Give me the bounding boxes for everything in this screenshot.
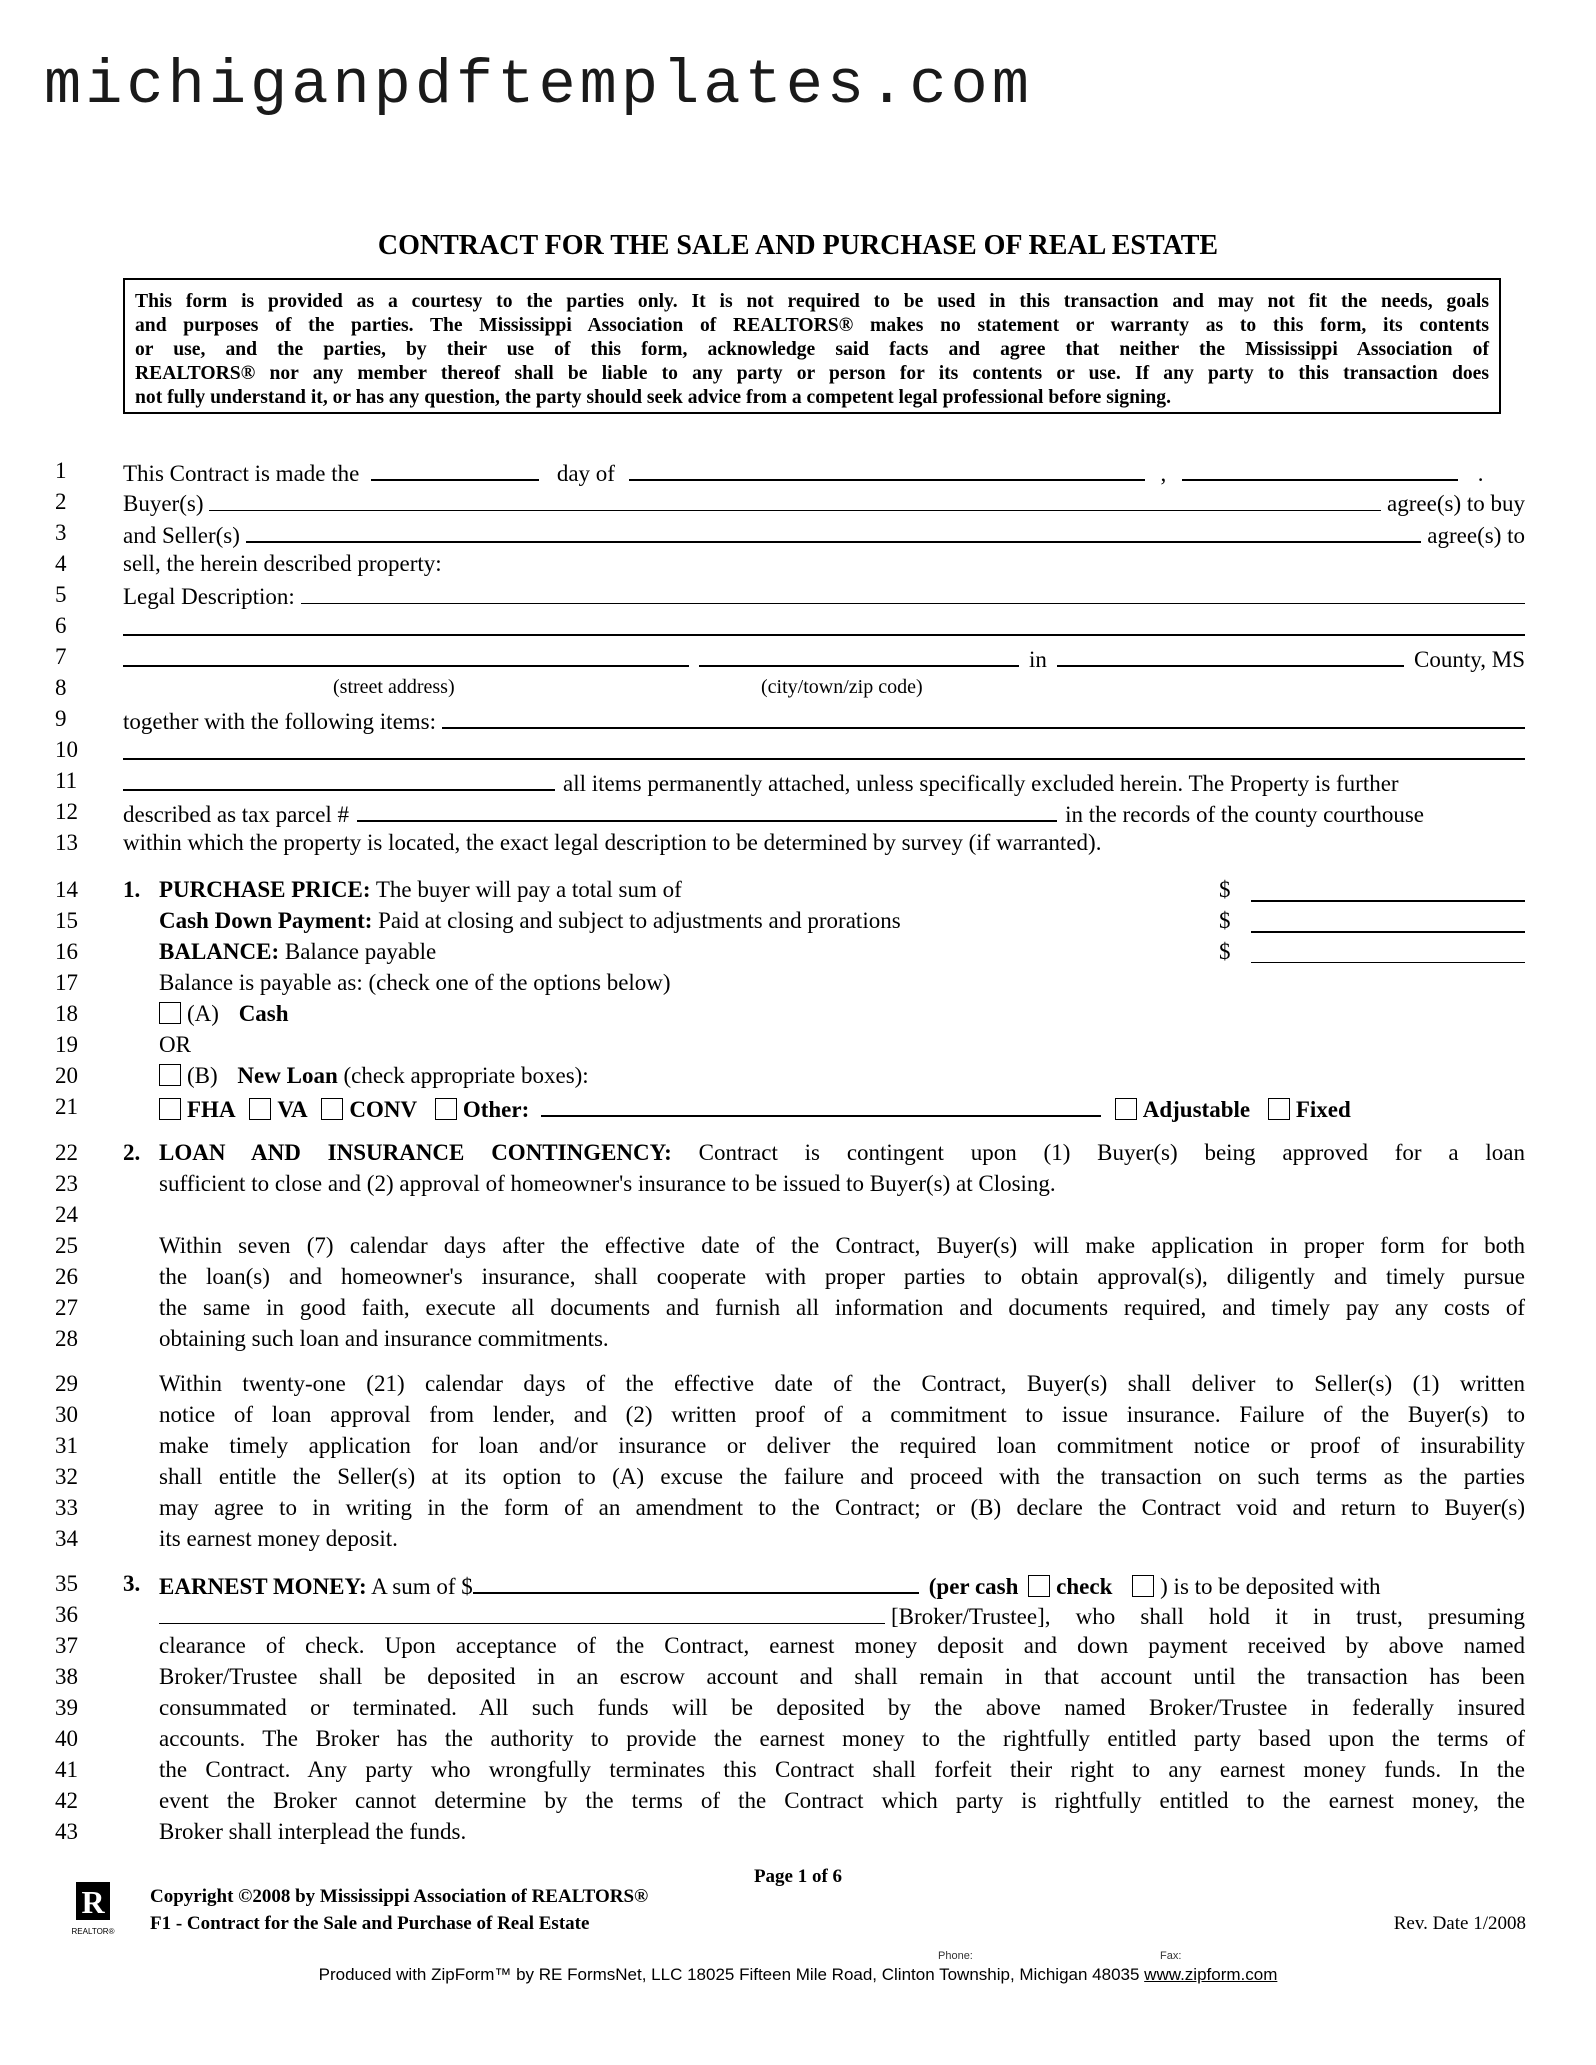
disclaimer-line: This form is provided as a courtesy to the parties only. It is not required to be used in this transaction and may not fit the needs, goals — [135, 291, 1489, 312]
section-text: Within seven (7) calendar days after the effective date of the Contract, Buyer(s) will make application in proper form for both — [159, 1233, 1525, 1258]
form-line-21 — [55, 1091, 1525, 1122]
section-text: the same in good faith, execute all documents and furnish all information and documents required, and timely pay any costs of — [159, 1295, 1525, 1320]
form-line-11 — [55, 765, 1525, 796]
agree-to-buy-label: agree(s) to buy — [1387, 491, 1525, 516]
line-number: 11 — [55, 768, 78, 793]
broker-trustee-field[interactable] — [159, 1599, 885, 1624]
form-line-42 — [55, 1785, 1525, 1816]
month-field[interactable] — [629, 455, 1145, 481]
line-number: 12 — [55, 799, 78, 824]
form-line-30 — [55, 1399, 1525, 1430]
logo-letter: R — [81, 1884, 105, 1920]
line-number: 39 — [55, 1695, 78, 1720]
form-line-17 — [55, 967, 1525, 998]
page-number: Page 1 of 6 — [753, 1866, 843, 1887]
period: . — [1477, 461, 1484, 486]
line-number: 25 — [55, 1233, 78, 1258]
form-line-33 — [55, 1492, 1525, 1523]
line-number: 36 — [55, 1602, 78, 1627]
balance-field[interactable] — [1251, 938, 1525, 963]
phone-label: Phone: — [938, 1950, 973, 1962]
option-b-label: (B) — [187, 1063, 218, 1088]
city-zip-caption: (city/town/zip code) — [761, 676, 923, 698]
sell-text: sell, the herein described property: — [123, 551, 442, 576]
form-line-31 — [55, 1430, 1525, 1461]
realtor-logo — [72, 1882, 128, 1942]
line-number: 27 — [55, 1295, 78, 1320]
other-checkbox[interactable] — [435, 1098, 457, 1120]
fha-label: FHA — [187, 1097, 236, 1122]
adjustable-checkbox[interactable] — [1115, 1098, 1137, 1120]
items-field-3[interactable] — [123, 765, 555, 791]
buyer-label: Buyer(s) — [123, 491, 204, 516]
line-number: 40 — [55, 1726, 78, 1751]
form-line-9 — [55, 703, 1525, 734]
line-number: 10 — [55, 737, 78, 762]
zipform-link[interactable]: www.zipform.com — [1144, 1965, 1278, 1984]
year-field[interactable] — [1182, 455, 1458, 481]
fax-label: Fax: — [1160, 1950, 1182, 1962]
cash-option-label: Cash — [238, 1001, 289, 1026]
form-line-37 — [55, 1630, 1525, 1661]
form-line-18 — [55, 998, 1525, 1029]
day-of-label: day of — [556, 461, 615, 486]
conv-checkbox[interactable] — [321, 1098, 343, 1120]
form-line-22 — [55, 1137, 1525, 1168]
dollar-sign: $ — [1219, 939, 1231, 964]
line-number: 33 — [55, 1495, 78, 1520]
line-number: 18 — [55, 1001, 78, 1026]
balance-text: Balance payable — [284, 939, 437, 964]
line-number: 22 — [55, 1140, 78, 1165]
form-line-7 — [55, 641, 1525, 672]
form-line-16 — [55, 936, 1525, 967]
produced-with — [0, 1965, 1596, 1985]
cash-down-field[interactable] — [1251, 907, 1525, 933]
form-line-10 — [55, 734, 1525, 765]
document-title: CONTRACT FOR THE SALE AND PURCHASE OF REAL ESTATE — [377, 230, 1219, 261]
option-a-label: (A) — [187, 1001, 219, 1026]
form-line-24 — [55, 1199, 1525, 1230]
form-line-25 — [55, 1230, 1525, 1261]
site-banner: michiganpdftemplates.com — [44, 50, 1033, 121]
cash-checkbox[interactable] — [159, 1002, 181, 1024]
form-line-3 — [55, 517, 1525, 548]
section-text: notice of loan approval from lender, and (2) written proof of a commitment to issue insurance. Failure of the Buyer(s) to — [159, 1402, 1525, 1427]
form-line-14 — [55, 874, 1525, 905]
street-address-caption: (street address) — [333, 676, 455, 698]
new-loan-checkbox[interactable] — [159, 1064, 181, 1086]
section-text: [Broker/Trustee], who shall hold it in trust, presuming — [891, 1604, 1525, 1629]
line-number: 43 — [55, 1819, 78, 1844]
section-text: the Contract. Any party who wrongfully terminates this Contract shall forfeit their right to any earnest money funds. In the — [159, 1757, 1525, 1782]
line-number: 42 — [55, 1788, 78, 1813]
section-text: Broker shall interplead the funds. — [159, 1819, 467, 1844]
items-field-2[interactable] — [123, 734, 1525, 760]
line-number: 4 — [55, 551, 67, 576]
county-ms-label: County, MS — [1414, 647, 1525, 672]
other-loan-field[interactable] — [541, 1091, 1101, 1117]
fixed-checkbox[interactable] — [1268, 1098, 1290, 1120]
sum-label: A sum of $ — [371, 1574, 473, 1599]
check-deposit-checkbox[interactable] — [1132, 1575, 1154, 1597]
line-number: 28 — [55, 1326, 78, 1351]
purchase-price-label: PURCHASE PRICE: — [159, 877, 371, 902]
form-line-19 — [55, 1029, 1525, 1060]
balance-label: BALANCE: — [159, 939, 280, 964]
in-label: in — [1029, 647, 1047, 672]
line-number: 37 — [55, 1633, 78, 1658]
seller-label: and Seller(s) — [123, 523, 240, 548]
section-text: Within twenty-one (21) calendar days of the effective date of the Contract, Buyer(s) shall deliver to Seller(s) (1) written — [159, 1371, 1525, 1396]
earnest-amount-field[interactable] — [473, 1568, 919, 1594]
section-text: shall entitle the Seller(s) at its option to (A) excuse the failure and proceed with the transaction on such terms as the parties — [159, 1464, 1525, 1489]
form-line-36 — [55, 1599, 1525, 1630]
line-number: 32 — [55, 1464, 78, 1489]
cash-deposit-checkbox[interactable] — [1028, 1575, 1050, 1597]
cash-down-text: Paid at closing and subject to adjustments and prorations — [378, 908, 901, 933]
form-line-27 — [55, 1292, 1525, 1323]
or-label: OR — [159, 1032, 191, 1057]
adjustable-label: Adjustable — [1142, 1097, 1251, 1122]
section-text: accounts. The Broker has the authority to provide the earnest money to the rightfully entitled party based upon the terms of — [159, 1726, 1525, 1751]
buyer-name-field[interactable] — [209, 486, 1381, 511]
form-line-26 — [55, 1261, 1525, 1292]
line-number: 5 — [55, 582, 67, 607]
copyright: Copyright ©2008 by Mississippi Association of REALTORS® — [150, 1886, 649, 1907]
items-field[interactable] — [442, 703, 1525, 729]
disclaimer-line: not fully understand it, or has any question, the party should seek advice from a competent legal professional before signing. — [135, 387, 1171, 408]
line-number: 19 — [55, 1032, 78, 1057]
disclaimer-line: REALTORS® nor any member thereof shall be liable to any party or person for its contents or use. If any party to this transaction does — [135, 363, 1489, 384]
records-text: in the records of the county courthouse — [1065, 802, 1425, 827]
line-number: 3 — [55, 520, 67, 545]
line-number: 2 — [55, 489, 67, 514]
section-text: sufficient to close and (2) approval of homeowner's insurance to be issued to Buyer(s) at Closing. — [159, 1171, 1056, 1196]
purchase-price-text: The buyer will pay a total sum of — [375, 877, 682, 902]
street-address-field[interactable] — [123, 641, 689, 667]
county-field[interactable] — [1057, 641, 1404, 667]
new-loan-text: (check appropriate boxes): — [343, 1063, 589, 1088]
line-number: 21 — [55, 1094, 78, 1119]
line-number: 30 — [55, 1402, 78, 1427]
section-text: Contract is contingent upon (1) Buyer(s) being approved for a loan — [698, 1140, 1526, 1165]
disclaimer-line: and purposes of the parties. The Mississippi Association of REALTORS® makes no statement or warranty as to this form, its contents — [135, 315, 1489, 336]
tax-parcel-field[interactable] — [357, 796, 1057, 822]
line-number: 17 — [55, 970, 78, 995]
section-text: Broker/Trustee shall be deposited in an escrow account and shall remain in that account until the transaction has been — [159, 1664, 1525, 1689]
line-number: 16 — [55, 939, 78, 964]
tax-parcel-label: described as tax parcel # — [123, 802, 350, 827]
earnest-money-label: EARNEST MONEY: — [159, 1574, 367, 1599]
form-line-35 — [55, 1568, 1525, 1599]
form-line-13 — [55, 827, 1525, 858]
day-field[interactable] — [371, 455, 539, 481]
line-number: 1 — [55, 458, 67, 483]
section-text: the loan(s) and homeowner's insurance, shall cooperate with proper parties to obtain approval(s), diligently and timely pursue — [159, 1264, 1525, 1289]
seller-name-field[interactable] — [246, 517, 1421, 543]
per-cash-label: (per cash — [928, 1574, 1019, 1599]
form-line-32 — [55, 1461, 1525, 1492]
fixed-label: Fixed — [1295, 1097, 1351, 1122]
line-number: 7 — [55, 644, 67, 669]
section-number: 1. — [123, 877, 141, 902]
items-label: together with the following items: — [123, 709, 437, 734]
va-checkbox[interactable] — [249, 1098, 271, 1120]
survey-text: within which the property is located, the exact legal description to be determined by survey (if warranted). — [123, 830, 1102, 855]
form-line-8 — [55, 672, 1525, 703]
cash-down-label: Cash Down Payment: — [159, 908, 373, 933]
form-line-41 — [55, 1754, 1525, 1785]
contract-made-label: This Contract is made the — [123, 461, 360, 486]
line-number: 24 — [55, 1202, 78, 1227]
section-text: obtaining such loan and insurance commitments. — [159, 1326, 609, 1351]
line-number: 26 — [55, 1264, 78, 1289]
line-number: 23 — [55, 1171, 78, 1196]
section-text: its earnest money deposit. — [159, 1526, 398, 1551]
form-line-43 — [55, 1816, 1525, 1847]
line-number: 8 — [55, 675, 67, 700]
section-number: 2. — [123, 1140, 141, 1165]
conv-label: CONV — [349, 1097, 418, 1122]
legal-description-field-2[interactable] — [123, 610, 1525, 636]
form-line-38 — [55, 1661, 1525, 1692]
logo-text: REALTOR® — [72, 1927, 115, 1936]
line-number: 35 — [55, 1571, 78, 1596]
line-number: 14 — [55, 877, 78, 902]
line-number: 31 — [55, 1433, 78, 1458]
form-line-12 — [55, 796, 1525, 827]
form-line-5 — [55, 579, 1525, 610]
section-text: may agree to in writing in the form of an amendment to the Contract; or (B) declare the Contract void and return to Buyer(s) — [159, 1495, 1525, 1520]
dollar-sign: $ — [1219, 908, 1231, 933]
payable-as-text: Balance is payable as: (check one of the options below) — [159, 970, 671, 995]
line-number: 13 — [55, 830, 78, 855]
attached-text: all items permanently attached, unless specifically excluded herein. The Property is further — [563, 771, 1399, 796]
va-label: VA — [277, 1097, 308, 1122]
revision-date: Rev. Date 1/2008 — [1393, 1913, 1526, 1934]
line-number: 41 — [55, 1757, 78, 1782]
disclaimer-box — [123, 278, 1501, 414]
fha-checkbox[interactable] — [159, 1098, 181, 1120]
section-number: 3. — [123, 1571, 141, 1596]
comma: , — [1160, 461, 1167, 486]
form-line-1 — [55, 455, 1525, 486]
section-text: event the Broker cannot determine by the terms of the Contract which party is rightfully entitled to the earnest money, the — [159, 1788, 1525, 1813]
form-line-2 — [55, 486, 1525, 517]
form-name: F1 - Contract for the Sale and Purchase of Real Estate — [150, 1913, 590, 1934]
produced-text: Produced with ZipForm™ by RE FormsNet, LLC 18025 Fifteen Mile Road, Clinton Township, Michigan 48035 — [318, 1965, 1140, 1984]
legal-description-field[interactable] — [301, 579, 1525, 604]
section-text: clearance of check. Upon acceptance of the Contract, earnest money deposit and down payment received by above named — [159, 1633, 1525, 1658]
new-loan-label: New Loan — [237, 1063, 338, 1088]
loan-contingency-label: LOAN AND INSURANCE CONTINGENCY: — [159, 1140, 672, 1165]
line-number: 15 — [55, 908, 78, 933]
line-number: 9 — [55, 706, 67, 731]
form-line-23 — [55, 1168, 1525, 1199]
disclaimer-line: or use, and the parties, by their use of this form, acknowledge said facts and agree that neither the Mississippi Association of — [135, 339, 1489, 360]
dollar-sign: $ — [1219, 877, 1231, 902]
form-line-40 — [55, 1723, 1525, 1754]
form-line-28 — [55, 1323, 1525, 1354]
section-text: make timely application for loan and/or insurance or deliver the required loan commitment notice or proof of insurability — [159, 1433, 1525, 1458]
deposited-text: ) is to be deposited with — [1160, 1574, 1381, 1599]
form-line-6 — [55, 610, 1525, 641]
city-zip-field[interactable] — [699, 641, 1019, 667]
line-number: 38 — [55, 1664, 78, 1689]
form-line-29 — [55, 1368, 1525, 1399]
form-line-15 — [55, 905, 1525, 936]
legal-description-label: Legal Description: — [123, 584, 295, 609]
line-number: 29 — [55, 1371, 78, 1396]
form-line-20 — [55, 1060, 1525, 1091]
line-number: 6 — [55, 613, 67, 638]
form-line-39 — [55, 1692, 1525, 1723]
check-label: check — [1056, 1574, 1113, 1599]
form-line-4 — [55, 548, 1525, 579]
other-label: Other: — [462, 1097, 530, 1122]
line-number: 34 — [55, 1526, 78, 1551]
line-number: 20 — [55, 1063, 78, 1088]
section-text: consummated or terminated. All such funds will be deposited by the above named Broker/Trustee in federally insured — [159, 1695, 1525, 1720]
purchase-price-field[interactable] — [1251, 876, 1525, 902]
agree-to-label: agree(s) to — [1427, 523, 1525, 548]
form-line-34 — [55, 1523, 1525, 1554]
